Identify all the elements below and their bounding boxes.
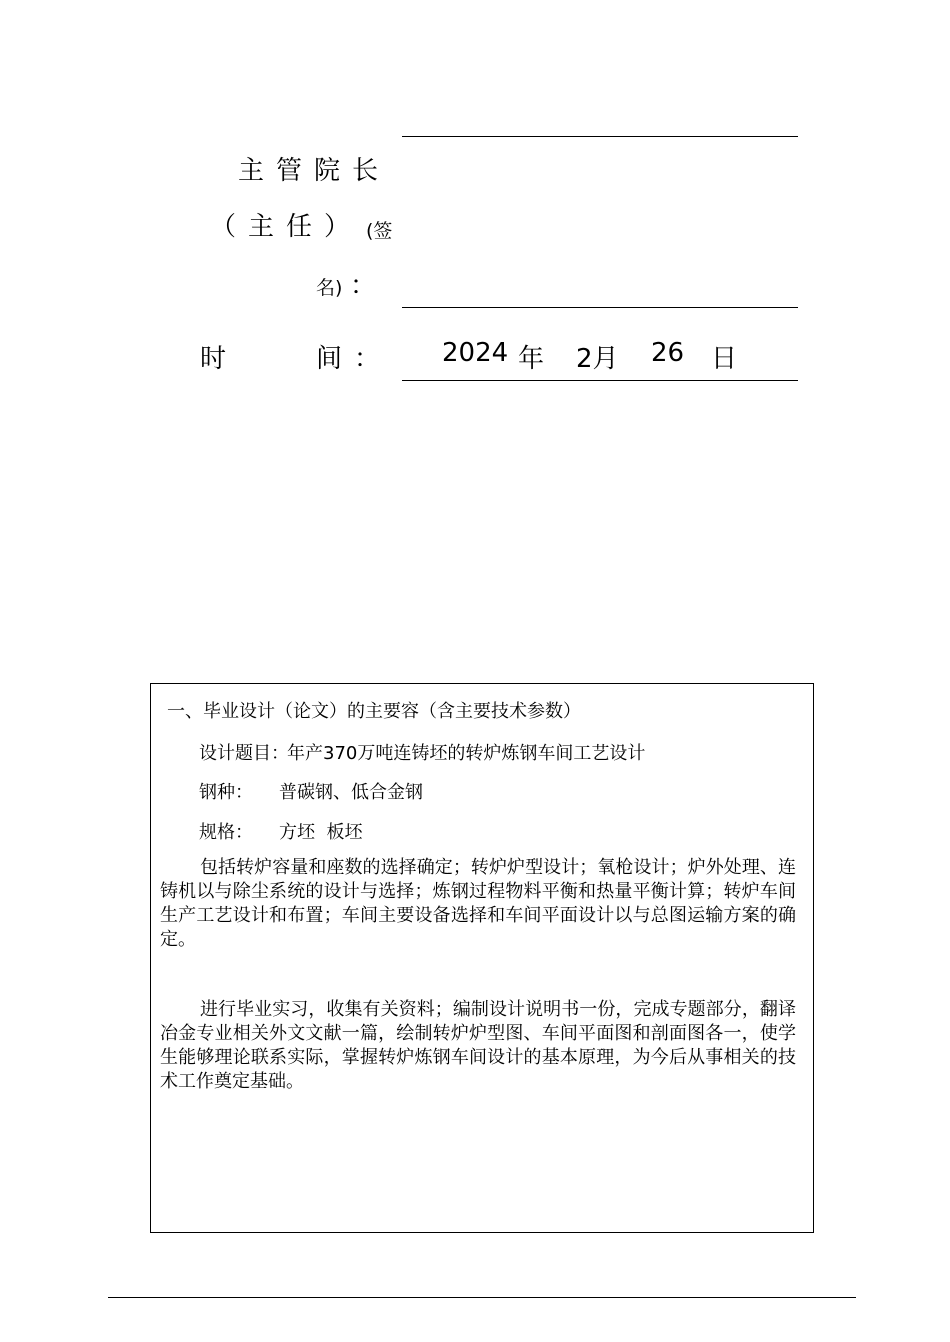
topic-value: 年产370万吨连铸坯的转炉炼钢车间工艺设计 <box>287 743 646 764</box>
topic-label: 设计题目： <box>199 743 289 764</box>
footer-rule <box>108 1297 856 1298</box>
date-underline <box>402 380 798 381</box>
date-year-unit: 年 <box>518 344 545 374</box>
date-year: 2024 <box>442 338 509 368</box>
date-day-unit: 日 <box>711 344 738 374</box>
supervisor-subtitle: （主任） <box>210 212 363 242</box>
signature-line <box>402 307 798 308</box>
steel-label: 钢种： <box>199 782 253 803</box>
steel-value: 普碳钢、低合金钢 <box>279 782 423 803</box>
supervisor-title: 主管院长 <box>238 156 391 186</box>
sign-note-close: 名) <box>316 277 343 299</box>
sign-note-open: (签 <box>366 220 393 242</box>
time-label-second: 间： <box>316 344 393 374</box>
date-day: 26 <box>651 338 685 368</box>
sign-colon: ： <box>350 271 389 301</box>
time-label-first: 时 <box>200 344 239 374</box>
main-content-box <box>150 683 814 1233</box>
paragraph-tasks: 进行毕业实习，收集有关资料；编制设计说明书一份，完成专题部分，翻译冶金专业相关外文文献一篇，绘制转炉炉型图、车间平面图和剖面图各一，使学生能够理论联系实际，掌握转炉炼钢车间设计的基本原理，为今后从事相关的技术工作奠定基础。 <box>160 999 796 1092</box>
paragraph-scope: 包括转炉容量和座数的选择确定；转炉炉型设计；氧枪设计；炉外处理、连铸机以与除尘系统的设计与选择；炼钢过程物料平衡和热量平衡计算；转炉车间生产工艺设计和布置；车间主要设备选择和车间平面设计以与总图运输方案的确定。 <box>160 857 796 950</box>
date-month: 2月 <box>576 344 619 374</box>
spec-label: 规格： <box>199 822 253 843</box>
signature-top-line <box>402 136 798 137</box>
spec-value: 方坯 板坯 <box>279 822 363 843</box>
section-heading: 一、毕业设计（论文）的主要容（含主要技术参数） <box>167 701 581 722</box>
